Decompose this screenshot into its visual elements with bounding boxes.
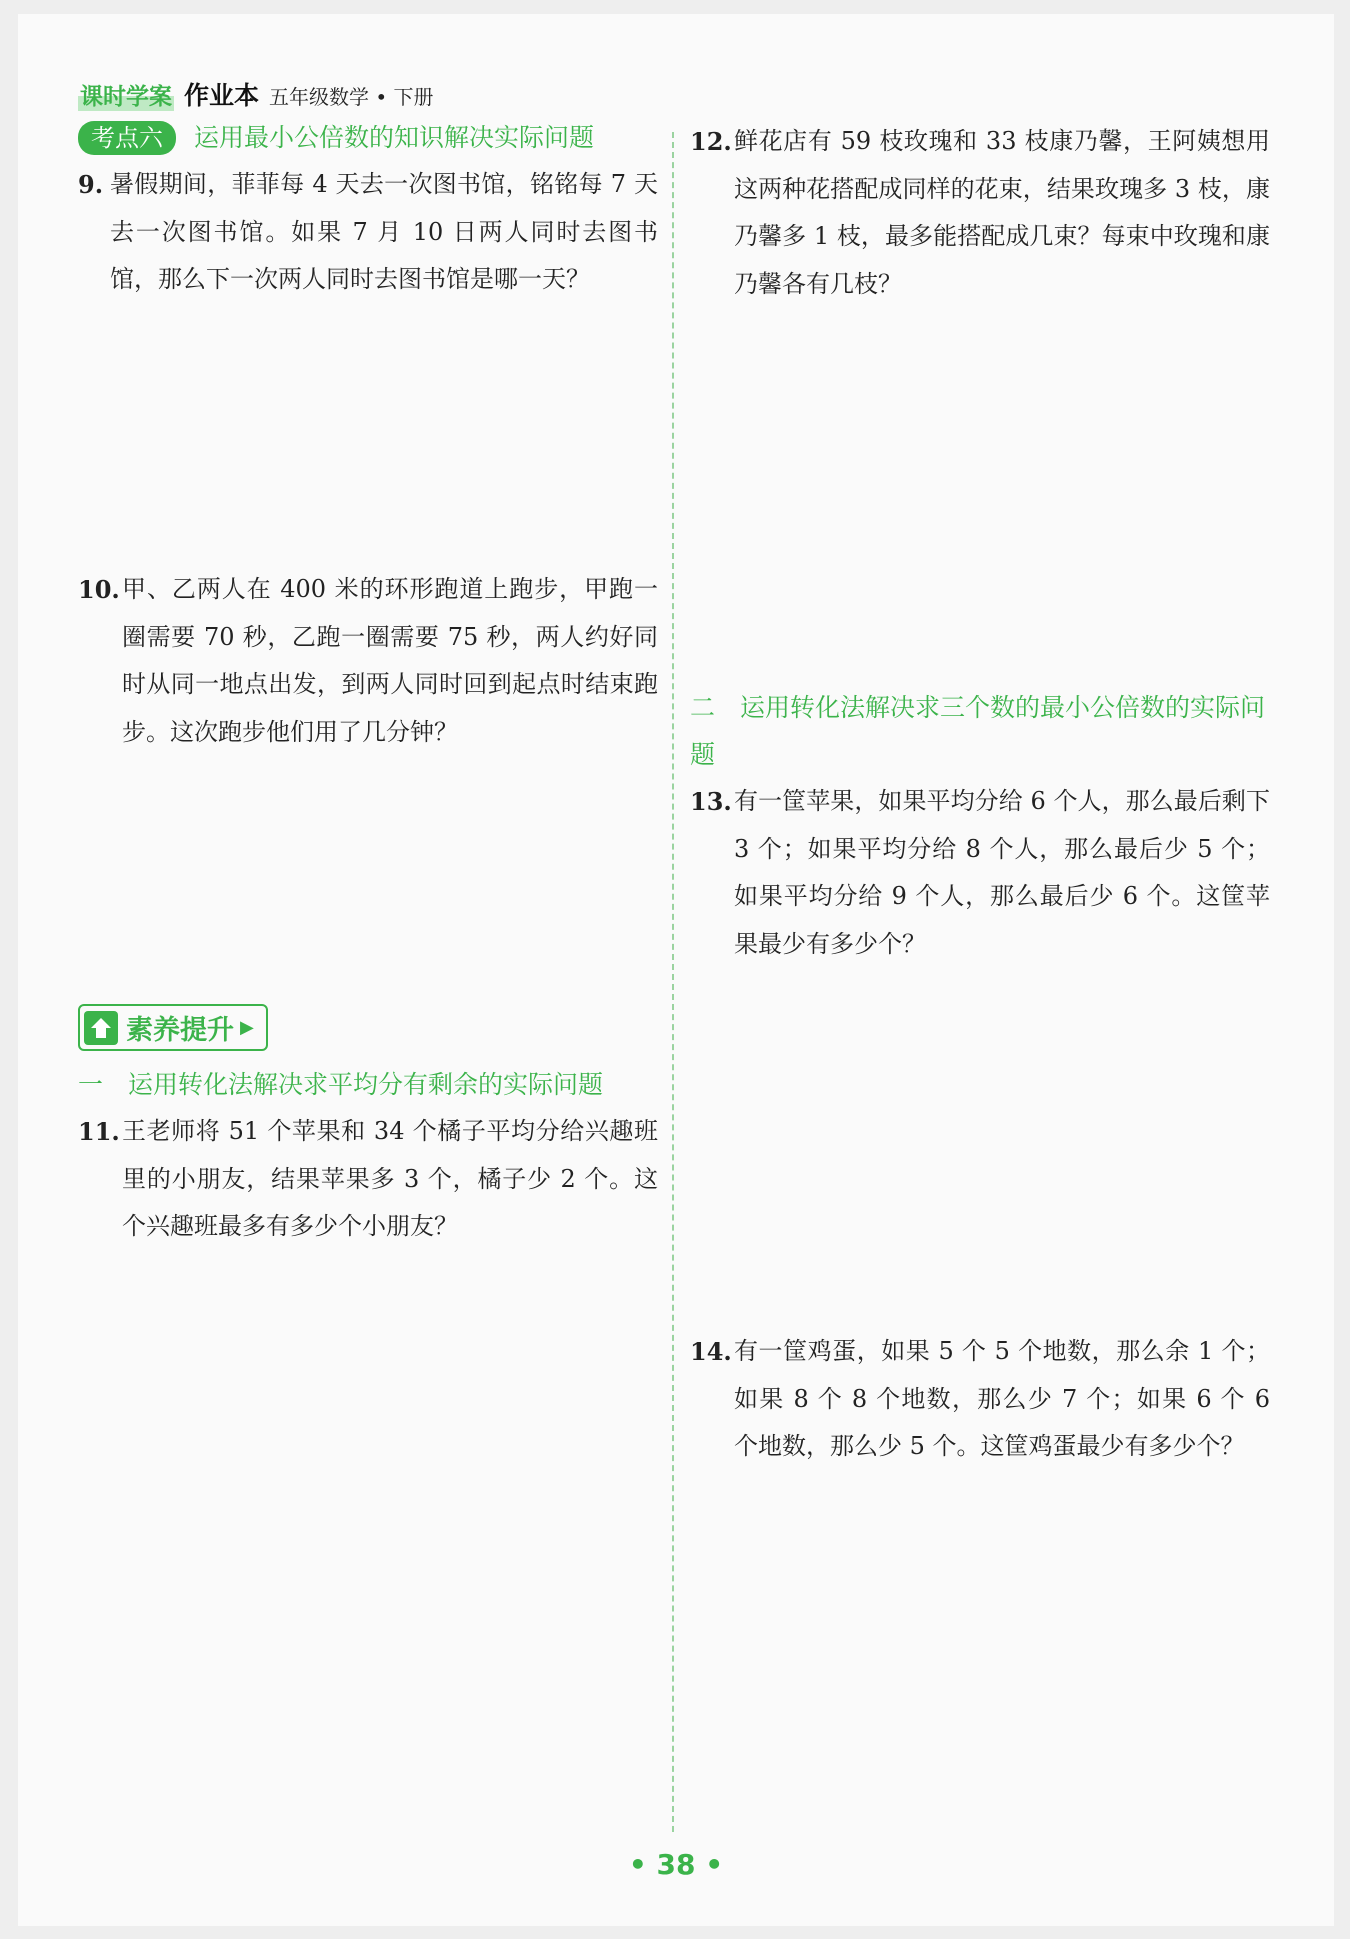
- question-11: [78, 1108, 658, 1251]
- book-subtitle: 五年级数学 • 下册: [269, 85, 434, 109]
- question-12: [690, 118, 1270, 308]
- question-number: 14.: [690, 1337, 732, 1366]
- question-10: [78, 566, 658, 756]
- question-number: 11.: [78, 1117, 120, 1146]
- subsection-heading-1: 一 运用转化法解决求平均分有剩余的实际问题: [78, 1070, 604, 1099]
- right-column-bottom: [690, 1328, 1270, 1471]
- section-title: 运用最小公倍数的知识解决实际问题: [194, 123, 595, 152]
- right-column-mid: [690, 684, 1270, 968]
- left-column-mid: [78, 566, 658, 756]
- question-text: 暑假期间，菲菲每 4 天去一次图书馆，铭铭每 7 天去一次图书馆。如果 7 月 10 日两人同时去图书馆，那么下一次两人同时去图书馆是哪一天？: [110, 170, 658, 293]
- question-9: [78, 161, 658, 304]
- question-13: [690, 778, 1270, 968]
- badge-label: 素养提升: [126, 1015, 234, 1046]
- question-number: 13.: [690, 787, 732, 816]
- page-header: [78, 76, 434, 112]
- section-pill: 考点六: [78, 121, 176, 155]
- question-text: 甲、乙两人在 400 米的环形跑道上跑步，甲跑一圈需要 70 秒，乙跑一圈需要 75 秒，两人约好同时从同一地点出发，到两人同时回到起点时结束跑步。这次跑步他们用了几分钟？: [122, 575, 658, 746]
- brand-title: 作业本: [184, 81, 260, 110]
- left-column-top: [78, 114, 658, 304]
- left-column-bottom: [78, 1004, 658, 1251]
- question-text: 有一筐鸡蛋，如果 5 个 5 个地数，那么余 1 个；如果 8 个 8 个地数，那么少 7 个；如果 6 个 6 个地数，那么少 5 个。这筐鸡蛋最少有多少个？: [734, 1337, 1270, 1460]
- question-text: 鲜花店有 59 枝玫瑰和 33 枝康乃馨，王阿姨想用这两种花搭配成同样的花束，结果玫瑰多 3 枝，康乃馨多 1 枝，最多能搭配成几束？每束中玫瑰和康乃馨各有几枝？: [734, 127, 1270, 298]
- chevron-right-icon: ▶: [240, 1017, 254, 1038]
- subsection-heading-2: 二 运用转化法解决求三个数的最小公倍数的实际问题: [690, 693, 1266, 769]
- section-heading-6: [78, 114, 658, 161]
- right-column-top: [690, 118, 1270, 308]
- worksheet-page: [18, 14, 1334, 1926]
- page-number: • 38 •: [628, 1848, 724, 1881]
- question-number: 10.: [78, 575, 120, 604]
- column-divider: [672, 132, 674, 1832]
- question-14: [690, 1328, 1270, 1471]
- home-up-icon: [84, 1011, 118, 1045]
- question-number: 12.: [690, 127, 732, 156]
- literacy-boost-badge: [78, 1004, 268, 1051]
- question-text: 有一筐苹果，如果平均分给 6 个人，那么最后剩下 3 个；如果平均分给 8 个人，那么最后少 5 个；如果平均分给 9 个人，那么最后少 6 个。这筐苹果最少有多少个？: [734, 787, 1270, 958]
- question-text: 王老师将 51 个苹果和 34 个橘子平均分给兴趣班里的小朋友，结果苹果多 3 个，橘子少 2 个。这个兴趣班最多有多少个小朋友？: [122, 1117, 658, 1240]
- question-number: 9.: [78, 170, 104, 199]
- brand-logo-text: 课时学案: [78, 78, 174, 111]
